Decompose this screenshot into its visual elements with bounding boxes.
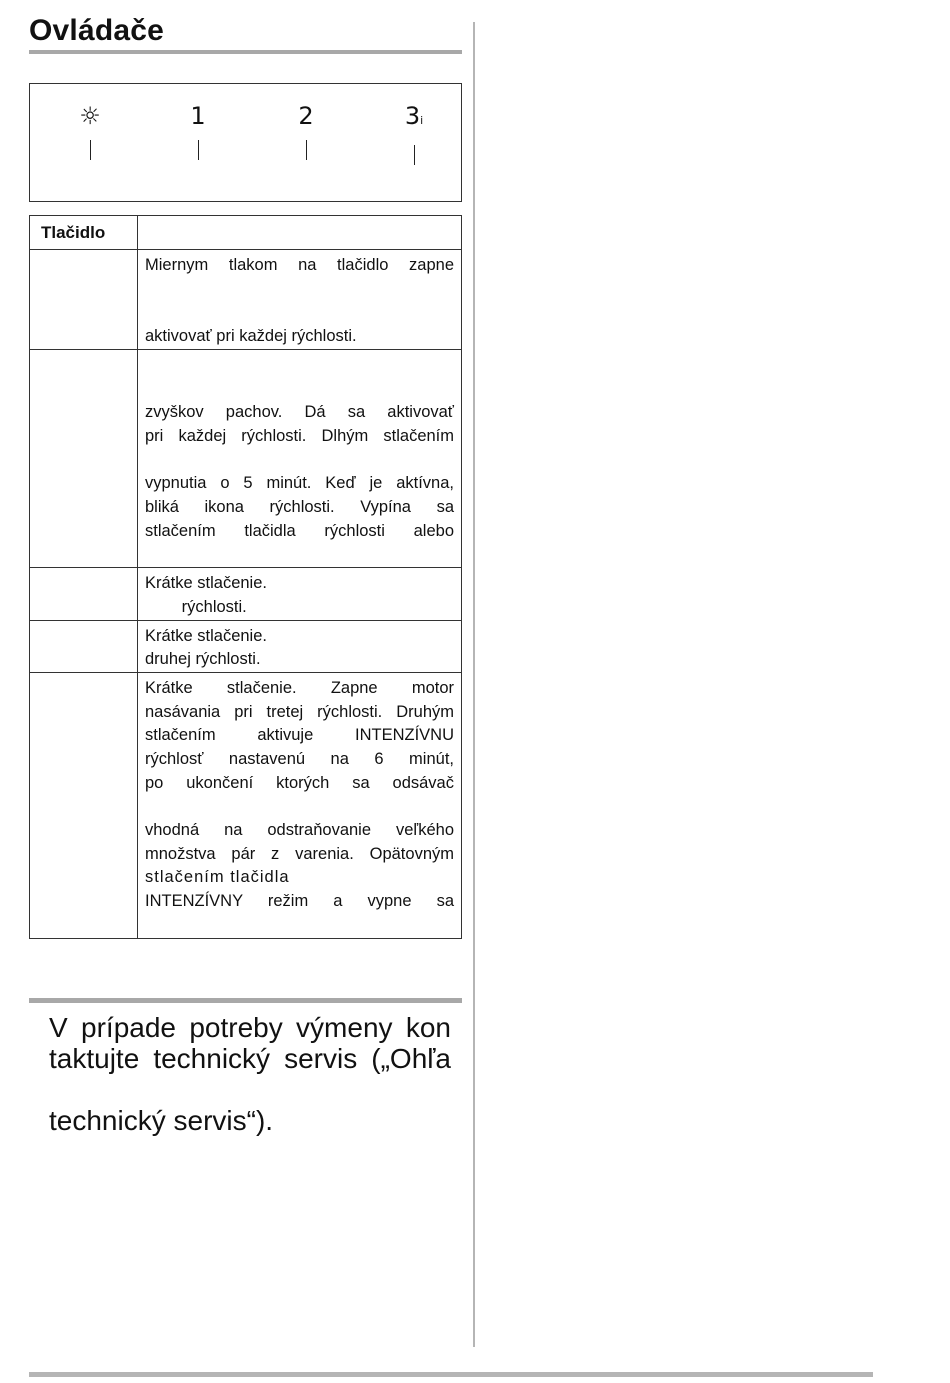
table-header-row xyxy=(30,216,462,250)
row-key xyxy=(30,620,138,672)
row-description: Krátke stlačenie. druhej rýchlosti. xyxy=(138,620,462,672)
row-key xyxy=(30,568,138,620)
speed-2-label: 2 xyxy=(298,102,314,130)
row-description: zvyškov pachov. Dá sa aktivovať pri každej rýchlosti. Dlhým stlačením vypnutia o 5 minút. Keď je aktívna, bliká ikona rýchlosti. Vypína sa stlačením tlačidla rýchlosti alebo xyxy=(138,350,462,568)
speed-3-control xyxy=(394,102,434,165)
column-divider xyxy=(473,22,475,1347)
table-row xyxy=(30,672,462,938)
speed-3-label: 3i xyxy=(404,102,424,130)
control-panel-diagram xyxy=(29,83,462,202)
column-header-button: Tlačidlo xyxy=(30,216,138,250)
table-row xyxy=(30,568,462,620)
control-pointer xyxy=(414,145,415,165)
control-pointer xyxy=(90,140,91,160)
control-pointer xyxy=(306,140,307,160)
controls-table xyxy=(29,215,462,939)
page-title: Ovládače xyxy=(29,14,165,47)
row-key xyxy=(30,250,138,350)
row-key xyxy=(30,350,138,568)
light-control xyxy=(70,102,110,160)
footer-rule xyxy=(29,1372,873,1377)
light-icon: ☼ xyxy=(79,102,101,130)
control-pointer xyxy=(198,140,199,160)
title-underline xyxy=(29,50,462,54)
speed-1-control xyxy=(178,102,218,160)
table-row xyxy=(30,620,462,672)
row-description: Krátke stlačenie. Zapne motor nasávania pri tretej rýchlosti. Druhým stlačením aktivuje INTENZÍVNU rýchlosť nastavenú na 6 minút, po ukončení ktorých sa odsávač vhodná na odstraňovanie veľkého množstva pár z varenia. Opätovným stlačením tlačidla INTENZÍVNY režim a vypne sa xyxy=(138,672,462,938)
speed-2-control xyxy=(286,102,326,160)
note-divider xyxy=(29,998,462,1003)
row-description: Krátke stlačenie. rýchlosti. xyxy=(138,568,462,620)
table-row xyxy=(30,250,462,350)
service-note: V prípade potreby výmeny kon taktujte technický servis („Ohľa technický servis“). xyxy=(49,1012,451,1136)
row-description: Miernym tlakom na tlačidlo zapne aktivovať pri každej rýchlosti. xyxy=(138,250,462,350)
row-key xyxy=(30,672,138,938)
column-header-description xyxy=(138,216,462,250)
table-row xyxy=(30,350,462,568)
speed-1-label: 1 xyxy=(190,102,206,130)
